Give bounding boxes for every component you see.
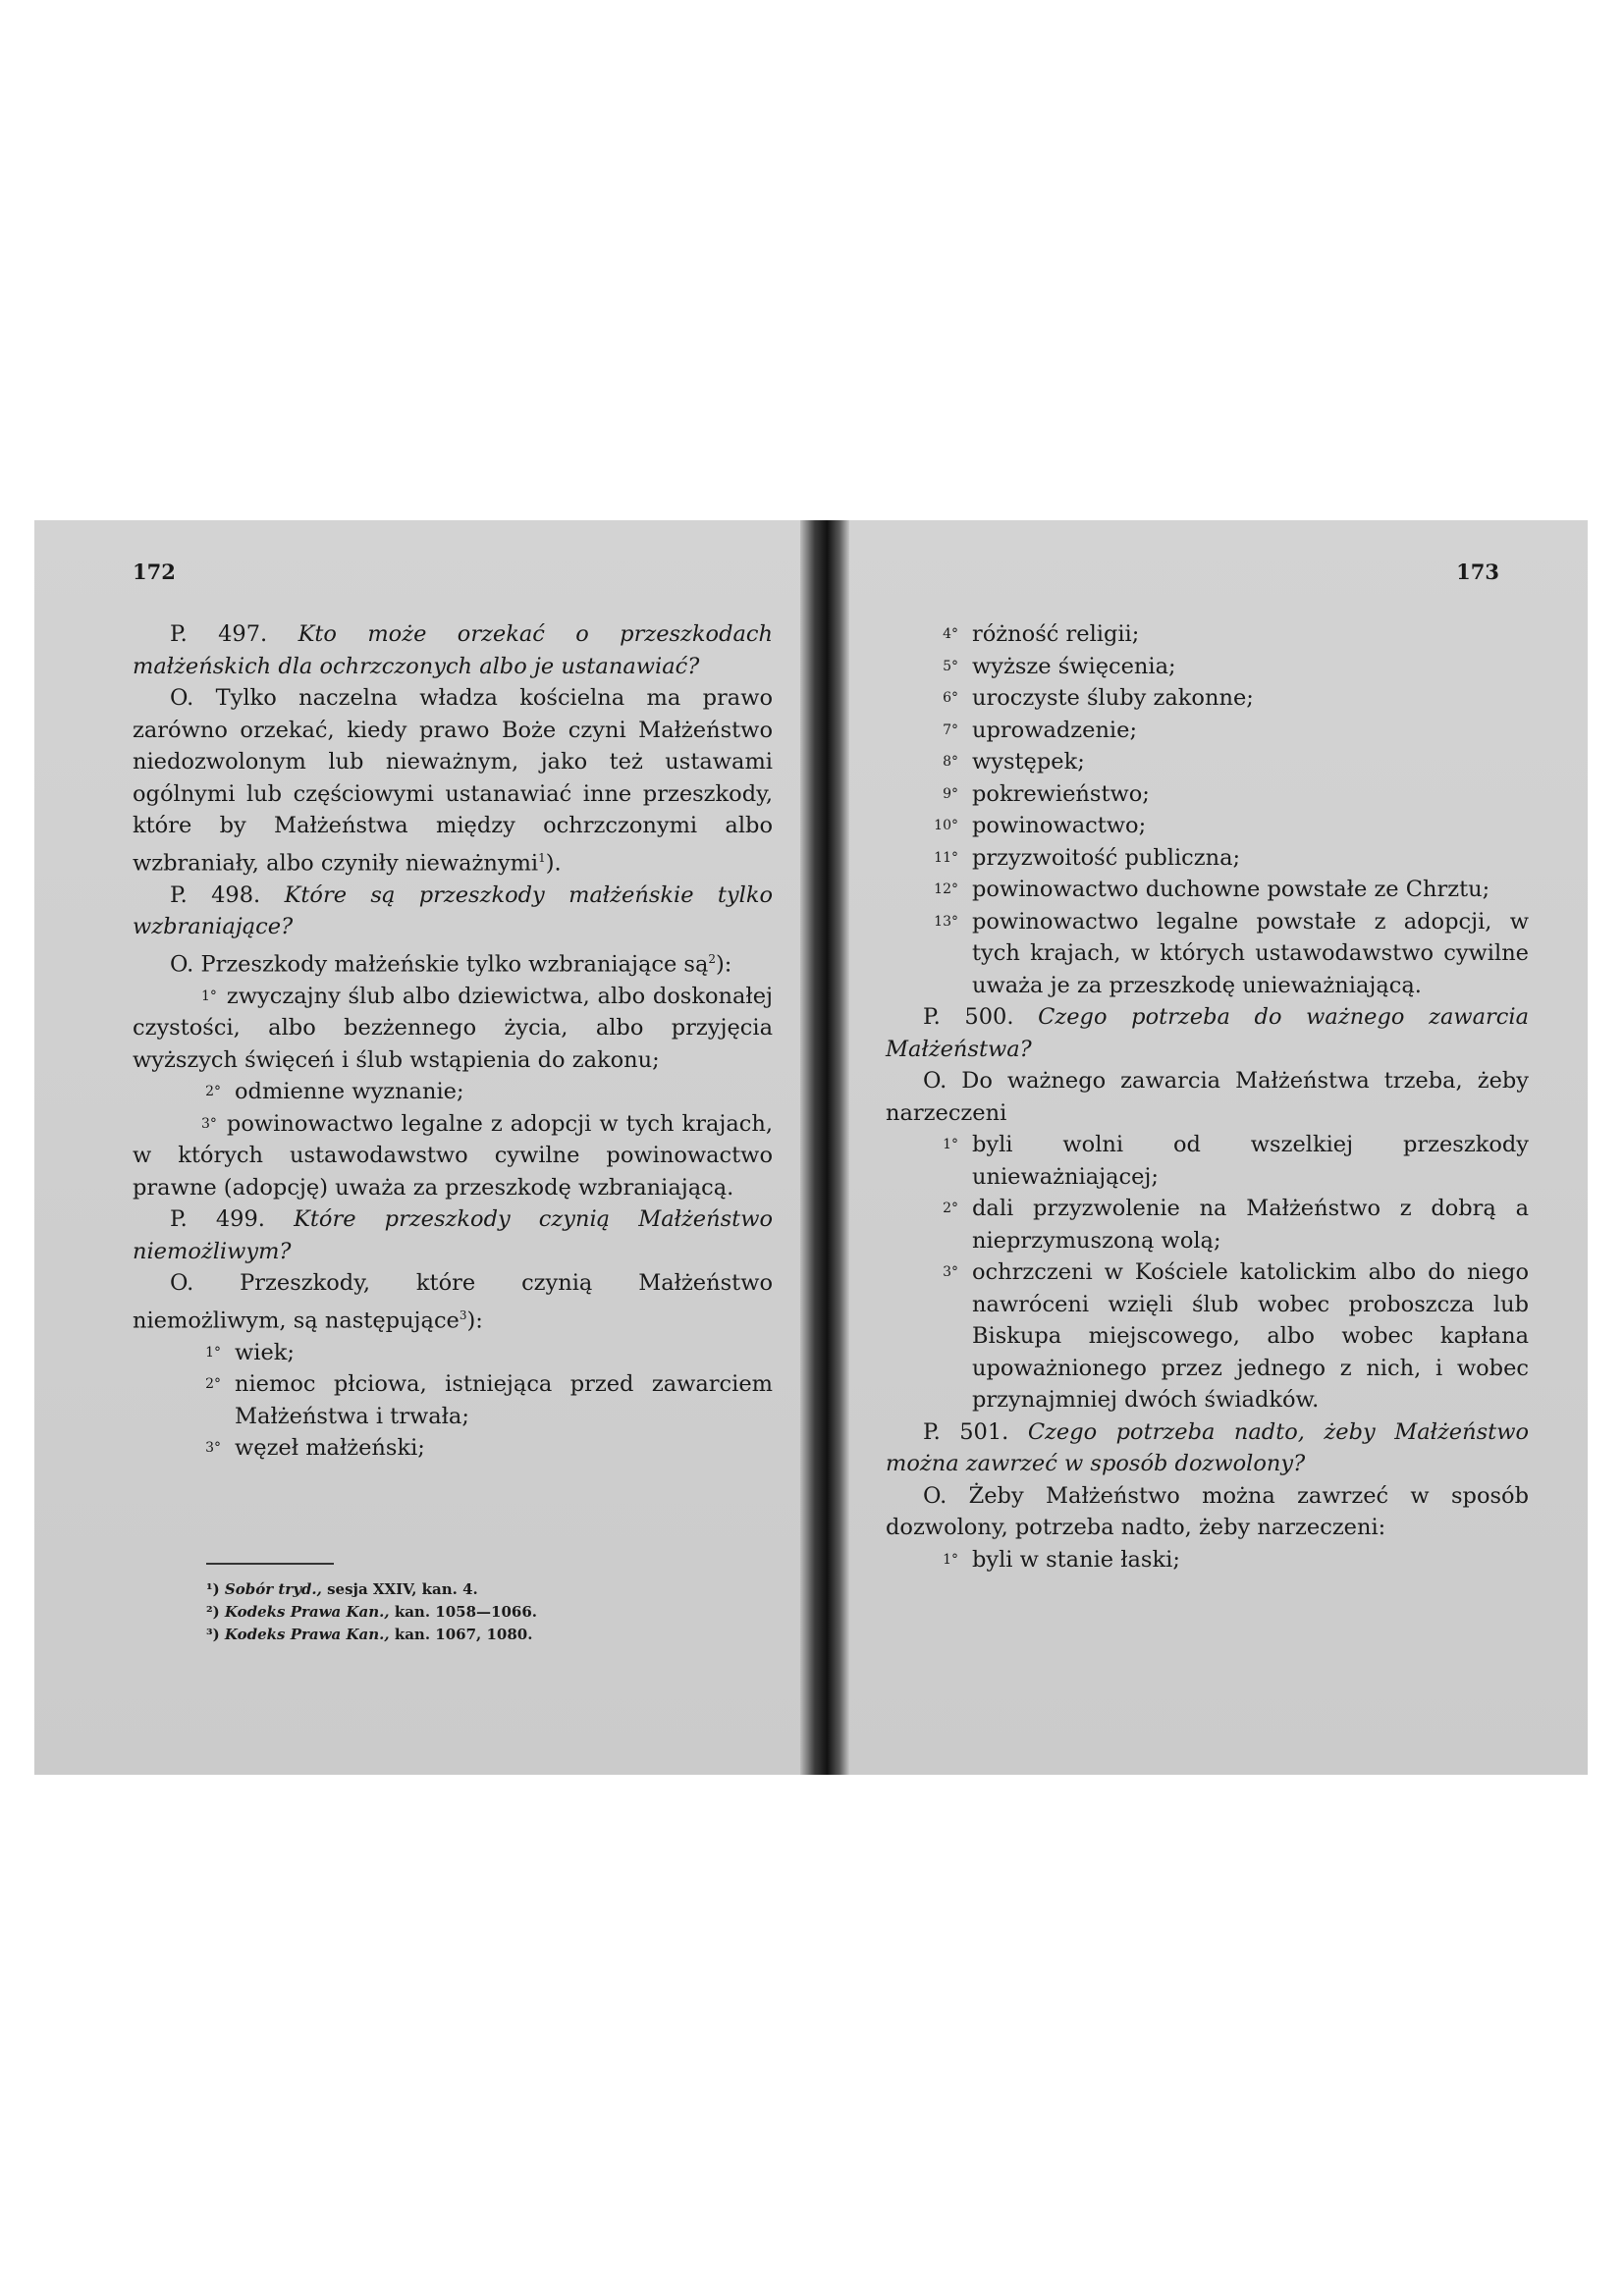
footnotes <box>206 1578 537 1646</box>
list-item: 8° występek; <box>943 749 1085 774</box>
left-page <box>34 520 812 1775</box>
question-497: P. 497. Kto może orzekać o przeszkodach małżeńskich dla ochrzczonych albo je ustanawiać? <box>133 621 773 679</box>
list-item: 3° węzeł małżeński; <box>205 1435 425 1461</box>
list-item: 2° odmienne wyznanie; <box>205 1079 464 1104</box>
book-spread-scan <box>34 520 1588 1775</box>
right-page <box>812 520 1588 1775</box>
list-item: 3° ochrzczeni w Kościele katolickim albo do niego nawróceni wzięli ślub wobec proboszcza lub Biskupa miejscowego, albo wobec kapłana upoważnionego przez jednego z nich, i wobec przynajmniej dwóch świadków. <box>943 1259 1529 1413</box>
footnote-divider <box>206 1563 334 1565</box>
footnote: ²) Kodeks Prawa Kan., kan. 1058—1066. <box>206 1603 537 1621</box>
list-item: 1° wiek; <box>205 1339 295 1365</box>
list-item: 2° dali przyzwolenie na Małżeństwo z dobrą a nieprzymuszoną wolą; <box>943 1196 1529 1254</box>
right-page-text <box>886 618 1529 1575</box>
footnote: ³) Kodeks Prawa Kan., kan. 1067, 1080. <box>206 1626 533 1643</box>
list-item: 9° pokrewieństwo; <box>943 780 1150 807</box>
list-item: 2° niemoc płciowa, istniejąca przed zawarciem Małżeństwa i trwała; <box>205 1371 773 1429</box>
answer-499: O. Przeszkody, które czynią Małżeństwo niemożliwym, są następujące$^3$): <box>133 1270 773 1333</box>
answer-498: O. Przeszkody małżeńskie tylko wzbraniające $są^2$): <box>170 951 732 977</box>
question-500: P. 500. Czego potrzeba do ważnego zawarcia Małżeństwa? <box>886 1004 1530 1062</box>
list-item: 7° uprowadzenie; <box>943 717 1138 743</box>
footnote: ¹) Sobór tryd., sesja XXIV, kan. 4. <box>206 1580 478 1598</box>
answer-501: O. Żeby Małżeństwo można zawrzeć w sposób dozwolony, potrzeba nadto, żeby narzeczeni: <box>886 1482 1530 1540</box>
list-item: 11° przyzwoitość publiczna; <box>934 844 1241 871</box>
question-499: P. 499. Które przeszkody czynią Małżeństwo niemożliwym? <box>133 1206 773 1264</box>
list-item: $^{3^\circ}$ powinowactwo legalne z adopcji w tych krajach, w których ustawodawstwo cywilne powinowactwo prawne (adopcję) uważa za przeszkodę wzbraniającą. <box>133 1110 773 1201</box>
list-item: 4° różność religii; <box>943 621 1140 647</box>
list-item: 1° byli wolni od wszelkiej przeszkody unieważniającej; <box>943 1132 1529 1190</box>
left-page-text <box>133 618 773 1465</box>
list-item: $^{1^\circ}$ zwyczajny ślub albo dziewictwa, albo doskonałej czystości, albo bezżennego życia, albo przyjęcia wyższych święceń i ślub wstąpienia do zakonu; <box>133 983 773 1073</box>
answer-497: O. Tylko naczelna władza kościelna ma prawo zarówno orzekać, kiedy prawo Boże czyni Małżeństwo niedozwolonym lub nieważnym, jako też ustawami ogólnymi lub częściowymi ustanawiać inne przeszkody, które by Małżeństwa między ochrzczonymi albo wzbraniały, albo czyniły nieważnymi$^1$). <box>133 685 773 876</box>
list-item: 10° powinowactwo; <box>934 813 1147 838</box>
question-501: P. 501. Czego potrzeba nadto, żeby Małżeństwo można zawrzeć w sposób dozwolony? <box>886 1418 1530 1476</box>
answer-500: O. Do ważnego zawarcia Małżeństwa trzeba, żeby narzeczeni <box>886 1068 1529 1126</box>
list-item: 1° byli w stanie łaski; <box>943 1546 1180 1573</box>
list-item: 6° uroczyste śluby zakonne; <box>943 685 1254 711</box>
page-number-left: 172 <box>133 560 176 584</box>
page-number-right: 173 <box>1456 560 1499 584</box>
question-498: P. 498. Które są przeszkody małżeńskie tylko wzbraniające? <box>133 881 774 939</box>
book-gutter <box>800 520 849 1775</box>
list-item: 5° wyższe święcenia; <box>943 653 1176 679</box>
list-item: 13° powinowactwo legalne powstałe z adopcji, w tych krajach, w których ustawodawstwo cywilne uważa je za przeszkodę unieważniającą. <box>934 908 1529 998</box>
list-item: 12° powinowactwo duchowne powstałe ze Chrztu; <box>934 877 1490 902</box>
